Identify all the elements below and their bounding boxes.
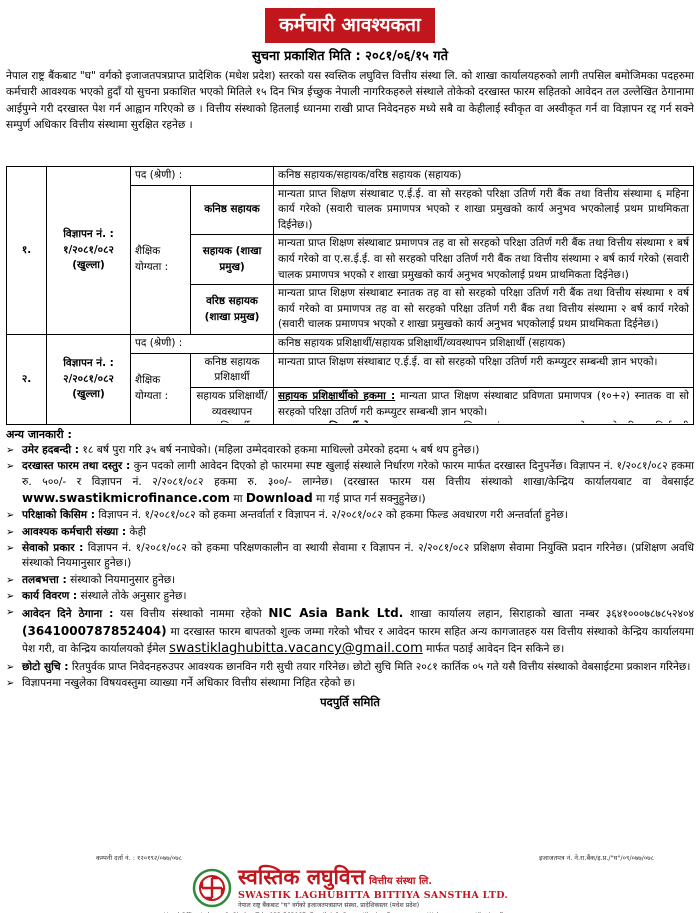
shortlist-heading: छोटो सुचि : xyxy=(22,661,69,674)
apply-text-1: यस वित्तीय संस्थाको नाममा रहेको xyxy=(120,608,262,621)
ad2-post-trainee-text: सहायक प्रशिक्षार्थी/ व्यवस्थापन xyxy=(196,389,268,418)
org-name-nepali-text: स्वस्तिक लघुवित्त xyxy=(237,864,366,890)
arrow-bullet-icon: ➢ xyxy=(6,444,15,456)
download-label: Download xyxy=(245,490,313,505)
test-heading: परिक्षाको किसिम : xyxy=(22,509,96,522)
ad2-desc-trainee xyxy=(274,387,694,424)
list-item xyxy=(6,541,694,572)
salary-heading: तलबभत्ता : xyxy=(22,573,67,586)
footer xyxy=(6,854,694,913)
service-heading: सेवाको प्रकार : xyxy=(22,542,84,555)
ad1-desc-junior: मान्यता प्राप्त शिक्षण संस्थाबाट ए.ई.ई. वा सो सरहको परिक्षा उतिर्ण गरी बैंक तथा वित्तीय संस्थामा ६ महिना कार्य गरेको (सवारी चालक प्रमाणपत्र भएको र शाखा प्रमुखको कार्य अनुभव भएकोलाई प्रथम प्राथमिकता दिईनेछ।) xyxy=(274,185,694,235)
vacancy-table xyxy=(6,166,694,425)
org-name-english: SWASTIK LAGHUBITTA BITTIYA SANSTHA LTD. xyxy=(237,889,509,901)
salary-text: संस्थाको नियमानुसार हुनेछ। xyxy=(70,573,176,586)
arrow-bullet-icon: ➢ xyxy=(6,678,15,690)
list-item xyxy=(6,589,694,604)
ad1-post-label: पद (श्रेणी) : xyxy=(131,167,274,186)
ad1-qual-label: शैक्षिक योग्यता : xyxy=(131,185,191,334)
ad1-post-list: कनिष्ठ सहायक/सहायक/वरिष्ठ सहायक (सहायक) xyxy=(274,167,694,186)
ad2-post-label: पद (श्रेणी) : xyxy=(131,335,274,354)
ad2-number: विज्ञापन नं. : २/२०८१/०८२ (खुल्ला) xyxy=(47,335,131,425)
ad2-post-trainee xyxy=(191,387,274,424)
list-item xyxy=(6,525,694,540)
committee-signature: पदपुर्ति समिति xyxy=(320,694,380,709)
logo-text xyxy=(238,865,508,911)
ad2-qual-label: शैक्षिक योग्यता : xyxy=(131,353,191,424)
org-subtitle: नेपाल राष्ट्र बैंकबाट "घ" वर्गको इजाजतपत्रप्राप्त संस्था, प्रादेशिकस्तर (मधेश प्रदेश) xyxy=(237,902,420,910)
test-text: विज्ञापन नं. १/२०८१/०८२ को हकमा अन्तर्वार्ता र विज्ञापन नं. २/२०८१/०८२ को हकमा फिल्ड अवधारण गरी अन्तर्वार्ता हुनेछ। xyxy=(98,509,568,522)
shortlist-text: रितपुर्वक प्राप्त निवेदनहरुउपर आवश्यक छानविन गरी सुची तयार गरिनेछ। छोटो सुचि मिति २०८१ कार्तिक ०५ गते यसै वित्तीय संस्थाको वेबसाईटमा प्रकाशन गरिनेछ। xyxy=(71,661,691,674)
service-text: विज्ञापन नं. १/२०८१/०८२ को हकमा परिक्षणकालीन वा स्थायी सेवामा र विज्ञापन नं. २/२०८१/०८२ प्रशिक्षण सेवामा नियुक्ति प्रदान गरिनेछ। (प्रशिक्षण अवधि संस्थाको नियमानुसार हुनेछ।) xyxy=(22,542,695,570)
org-name-nepali xyxy=(238,865,508,888)
page-title: कर्मचारी आवश्यकता xyxy=(265,8,435,43)
org-name-nepali-suffix: वित्तीय संस्था लि. xyxy=(369,876,432,888)
account-number: (3641000787852404) xyxy=(22,623,167,638)
table-row xyxy=(7,335,694,354)
work-text: संस्थाले तोके अनुसार हुनेछ। xyxy=(80,590,187,603)
ad1-serial: १. xyxy=(7,167,47,335)
ad1-post-junior: कनिष्ठ सहायक xyxy=(191,185,274,235)
ad2-serial: २. xyxy=(7,335,47,425)
ad1-post-senior: वरिष्ठ सहायक (शाखा प्रमुख) xyxy=(191,285,274,335)
list-item xyxy=(6,573,694,588)
management-trainee-heading xyxy=(278,421,405,423)
ad1-desc-senior: मान्यता प्राप्त शिक्षण संस्थाबाट स्नातक तह वा सो सरहको परिक्षा उतिर्ण गरी बैंक तथा वित्तीय संस्थामा १ वर्ष कार्य गरेको वा प्रमाणपत्र तह वा सो सरहको परिक्षा उतिर्ण गरी बैंक तथा वित्तीय संस्थामा २ बर्ष कार्य गरेको (सवारी चालक प्रमाणपत्र भएको र शाखा प्रमुखको कार्य अनुभव भएकोलाई प्रथम प्राथमिकता दिईनेछ।) xyxy=(274,285,694,335)
arrow-bullet-icon: ➢ xyxy=(6,607,15,619)
logo-row xyxy=(6,865,694,911)
ad2-desc-junior-trainee: मान्यता प्राप्त शिक्षण संस्थाबाट ए.ई.ई. वा सो सरहको परिक्षा उतिर्ण गरी कम्प्युटर सम्बन्धी ज्ञान भएको। xyxy=(274,353,694,387)
notice-date: सुचना प्रकाशित मिति : २०८१/०६/१५ गते xyxy=(251,49,449,64)
list-item xyxy=(6,443,694,458)
apply-text-2: शाखा कार्यालय लहान, सिराहाको खाता नम्बर ३६४१०००७८७८५२४०४ xyxy=(410,608,694,621)
ad2-post-junior-trainee: कनिष्ठ सहायक प्रशिक्षार्थी xyxy=(191,353,274,387)
email-link[interactable]: swastiklaghubitta.vacancy@gmail.com xyxy=(169,641,423,657)
ad2-post-list: कनिष्ठ सहायक प्रशिक्षार्थी/सहायक प्रशिक्षार्थी/व्यवस्थापन प्रशिक्षार्थी (सहायक) xyxy=(274,335,694,354)
count-text: केही xyxy=(129,525,146,538)
list-item xyxy=(6,459,694,507)
ad1-desc-assistant: मान्यता प्राप्त शिक्षण संस्थाबाट प्रमाणपत्र तह वा सो सरहको परिक्षा उतिर्ण गरी बैंक तथा वित्तीय संस्थामा १ बर्ष कार्य गरेको वा ए.स.ई.ई. वा सो सरहको परिक्षा उतिर्ण गरी बैंक तथा वित्तीय संस्थामा २ बर्ष कार्य गरेको (सवारी चालक प्रमाणपत्र भएको र शाखा प्रमुखको कार्य अनुभव भएकोलाई प्रथम प्राथमिकता दिईनेछ।) xyxy=(274,235,694,285)
fee-text-2: मा गई प्राप्त गर्न सक्नुहुनेछ।) xyxy=(316,492,426,505)
count-heading: आवश्यक कर्मचारी संख्या : xyxy=(22,525,127,538)
age-heading: उमेर हदबन्दी : xyxy=(22,443,80,456)
company-reg-no: कम्पनी दर्ता नं. : १२०१९२/०७७/०७८ xyxy=(96,854,182,862)
arrow-bullet-icon: ➢ xyxy=(6,461,15,473)
ad1-post-assistant: सहायक (शाखा प्रमुख) xyxy=(191,235,274,285)
arrow-bullet-icon: ➢ xyxy=(6,510,15,522)
arrow-bullet-icon: ➢ xyxy=(6,591,15,603)
list-item xyxy=(6,676,694,691)
work-heading: कार्य विवरण : xyxy=(22,590,78,603)
title-wrap xyxy=(6,8,694,46)
swastik-logo-icon xyxy=(192,868,232,908)
apply-text-3: मा दरखास्त फारम बापतको शुल्क जम्मा गरेको भौचर र आवेदन फारम सहित अन्य कागजातहरु यस वित्तीय संस्थाको केन्द्रिय कार्यालयमा पेश गरी, वा केन्द्रिय कार्यालयको ईमेल xyxy=(22,625,694,656)
bank-name: NIC Asia Bank Ltd. xyxy=(268,606,404,621)
other-info xyxy=(6,427,694,711)
list-item xyxy=(6,605,694,659)
arrow-bullet-icon: ➢ xyxy=(6,526,15,538)
fee-text-1: कुन पदको लागी आवेदन दिएको हो फारममा स्पष्ट खुलाई संस्थाले निर्धारण गरेको फारम मार्फत दरखास्त दिनुपर्नेछ। विज्ञापन नं. १/२०८१/०८२ हकमा रु. ५००/- र विज्ञापन नं. २/२०८१/०८२ हकमा रु. ३००/- लाग्नेछ। (दरखास्त फारम यस वित्तीय संस्थाको शाखा/केन्द्रिय कार्यालयबाट वा वेबसाईट xyxy=(22,460,694,488)
registration-line xyxy=(6,854,694,863)
ad1-number: विज्ञापन नं. : १/२०८१/०८२ (खुल्ला) xyxy=(47,167,131,335)
list-item xyxy=(6,508,694,523)
apply-text-4: मार्फत पठाई आवेदन दिन सकिने छ। xyxy=(426,643,565,656)
table-row xyxy=(7,167,694,186)
arrow-bullet-icon: ➢ xyxy=(6,662,15,674)
apply-heading: आवेदन दिने ठेगाना : xyxy=(22,608,114,621)
fee-heading: दरखास्त फारम तथा दस्तुर : xyxy=(22,460,131,473)
other-info-title: अन्य जानकारी : xyxy=(6,427,72,441)
age-text: १८ बर्ष पुरा गरि ३५ बर्ष ननाघेको। (महिला उम्मेदवारको हकमा माथिल्लो उमेरको हदमा ५ बर्ष थप हुनेछ।) xyxy=(82,443,480,456)
list-item xyxy=(6,660,694,675)
fee-mid: मा xyxy=(233,492,243,505)
assistant-trainee-heading: सहायक प्रशिक्षार्थीको हकमा : xyxy=(278,389,396,402)
intro-paragraph: नेपाल राष्ट्र बैंकबाट "घ" वर्गको इजाजतपत्रप्राप्त प्रादेशिक (मधेश प्रदेश) स्तरको यस स्वस्तिक लघुवित्त वित्तीय संस्था लि. को शाखा कार्यालयहरुको लागी तपसिल बमोजिमका पदहरुमा कर्मचारी आवश्यक भएको हुदाँ यो सुचना प्रकाशित भएको मितिले १५ दिन भित्र ईच्छुक नेपाली नागरिकहरुले संस्थाले तोकेको दरखास्त फारम सहितको आवेदन तल उल्लेखित ठेगानामा आईपुग्ने गरी दरखास्त पेश गर्न आह्वान गरिएको छ । वित्तीय संस्थाको हितलाई ध्यानमा राखी प्राप्त निवेदनहरु मध्ये सबै वा केहीलाई स्वीकृत वा अस्वीकृत गर्न वा विज्ञापन रद्द गर्न सक्ने सम्पुर्ण अधिकार वित्तीय संस्थामा सुरक्षित रहनेछ । xyxy=(6,70,694,132)
assistant-trainee-desc: मान्यता प्राप्त शिक्षण संस्थाबाट प्रविणता प्रमाणपत्र (१०+२) स्नातक वा सो सरहको परिक्षा उतिर्ण गरी कम्प्युटर सम्बन्धी ज्ञान भएको। xyxy=(278,389,689,418)
arrow-bullet-icon: ➢ xyxy=(6,574,15,586)
license-no: इजाजतपत्र नं. ने.रा.बैंक/इ.प्र./"घ"/०९/०७७/०७८ xyxy=(539,854,654,862)
website-link[interactable]: www.swastikmicrofinance.com xyxy=(22,490,230,505)
last-note: विज्ञापनमा नखुलेका विषयवस्तुमा व्याख्या गर्ने अधिकार वित्तीय संस्थामा निहित रहेको छ। xyxy=(22,677,356,690)
ad2-desc-trainee-clip xyxy=(278,389,689,423)
arrow-bullet-icon: ➢ xyxy=(6,543,15,555)
